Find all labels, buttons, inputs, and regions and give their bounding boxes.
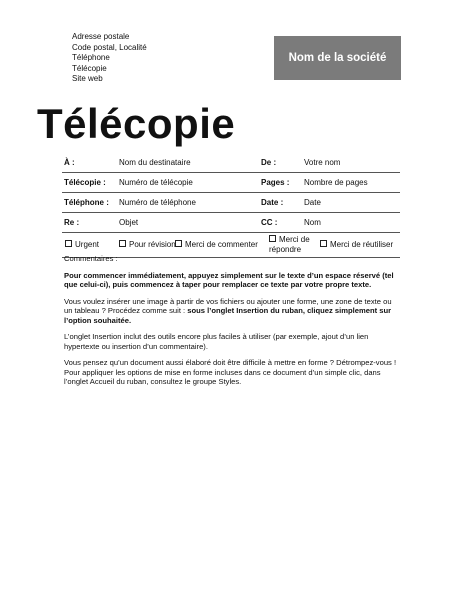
document-title: Télécopie (37, 100, 236, 147)
paragraph-3[interactable]: L’onglet Insertion inclut des outils encore plus faciles à utiliser (par exemple, ajout d’un lien hypertexte ou insertion d’un commentaire). (64, 332, 369, 351)
paragraph-2-bold: sous l’onglet Insertion du ruban, cliquez simplement sur l’option souhaitée. (64, 306, 392, 325)
reply-label-2: répondre (269, 244, 302, 254)
to-label: À : (64, 158, 75, 167)
subject-label: Re : (64, 218, 80, 227)
pages-value[interactable]: Nombre de pages (304, 178, 368, 187)
cc-label: CC : (261, 218, 278, 227)
paragraph-1[interactable]: Pour commencer immédiatement, appuyez simplement sur le texte d’un espace réservé (tel que celui-ci), puis commencez à taper pour remplacer ce texte par votre propre texte. (64, 270, 394, 289)
sender-website[interactable]: Site web (72, 74, 103, 83)
from-label: De : (261, 158, 277, 167)
fax-value[interactable]: Numéro de télécopie (119, 178, 193, 187)
comment-label: Merci de commenter (185, 240, 258, 249)
fax-header-table (62, 153, 400, 258)
paragraph-2-text: Vous voulez insérer une image à partir de vos fichiers ou ajouter une forme, une zone de texte ou un tableau ? Procédez comme suit : (64, 296, 392, 315)
field-row-fax (62, 173, 400, 193)
sender-phone[interactable]: Téléphone (72, 53, 110, 62)
urgent-label: Urgent (75, 240, 100, 249)
reply-option[interactable] (269, 235, 310, 254)
comments-label: Commentaires : (64, 254, 118, 263)
urgent-option[interactable] (65, 240, 99, 249)
review-checkbox[interactable] (119, 240, 126, 247)
field-row-subject (62, 213, 400, 233)
company-name: Nom de la société (288, 52, 387, 64)
sender-postal-city[interactable]: Code postal, Localité (72, 42, 147, 52)
recycle-label: Merci de réutiliser (330, 240, 394, 249)
cc-value[interactable]: Nom (304, 218, 321, 227)
paragraph-4[interactable]: Vous pensez qu’un document aussi élaboré doit être difficile à mettre en forme ? Détrompez-vous ! Pour appliquer les options de mise en forme incluses dans ce document d’un simple clic, dans l’onglet Accueil du ruban, consultez le groupe Styles. (64, 358, 397, 386)
field-row-to (62, 153, 400, 173)
phone-label: Téléphone : (64, 198, 109, 207)
comment-checkbox[interactable] (175, 240, 182, 247)
sender-address-block (72, 32, 147, 85)
sender-fax[interactable]: Télécopie (72, 63, 107, 73)
recycle-checkbox[interactable] (320, 240, 327, 247)
comments-section (64, 254, 400, 394)
paragraph-2[interactable] (64, 297, 400, 326)
pages-label: Pages : (261, 178, 290, 187)
review-label: Pour révision (129, 240, 176, 249)
urgent-checkbox[interactable] (65, 240, 72, 247)
phone-value[interactable]: Numéro de téléphone (119, 198, 196, 207)
date-value[interactable]: Date (304, 198, 321, 207)
comment-option[interactable] (175, 240, 258, 249)
recycle-option[interactable] (320, 240, 393, 249)
sender-address[interactable]: Adresse postale (72, 32, 130, 41)
field-row-phone (62, 193, 400, 213)
date-label: Date : (261, 198, 284, 207)
from-value[interactable]: Votre nom (304, 158, 341, 167)
subject-value[interactable]: Objet (119, 218, 139, 227)
reply-checkbox[interactable] (269, 235, 276, 242)
review-option[interactable] (119, 240, 176, 249)
fax-label: Télécopie : (64, 178, 106, 187)
company-name-box[interactable] (274, 36, 401, 80)
to-value[interactable]: Nom du destinataire (119, 158, 191, 167)
reply-label-1: Merci de (279, 235, 310, 244)
